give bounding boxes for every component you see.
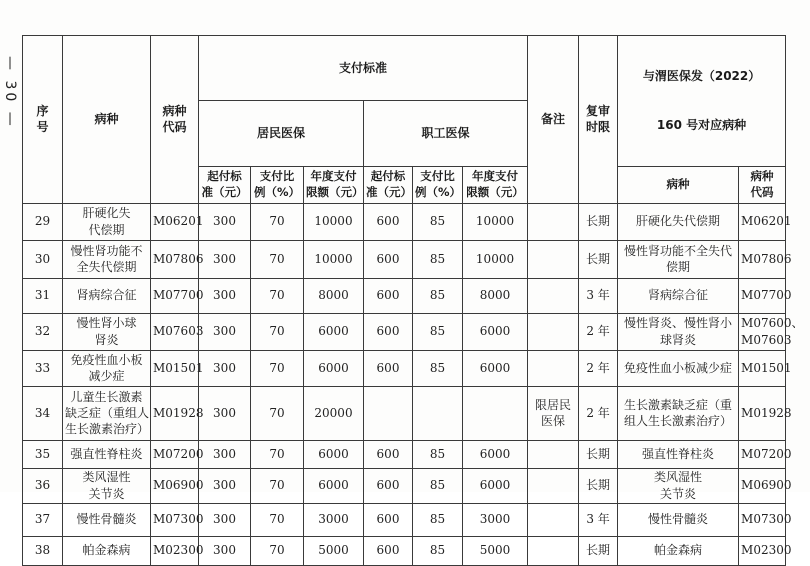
cell-emp-deductible: 600 <box>364 350 413 386</box>
cell-ref-code: M06201 <box>739 203 786 240</box>
header-res-deductible: 起付标 准（元） <box>199 166 251 203</box>
cell-ref-disease: 帕金森病 <box>618 536 739 565</box>
header-emp-ratio: 支付比 例（%） <box>413 166 463 203</box>
cell-ref-code: M07806 <box>739 240 786 278</box>
cell-disease: 慢性骨髓炎 <box>63 503 151 536</box>
cell-remark <box>528 240 579 278</box>
cell-ref-code: M07200 <box>739 440 786 468</box>
cell-ref-code: M07700 <box>739 278 786 313</box>
cell-seq: 33 <box>23 350 63 386</box>
cell-emp-limit: 6000 <box>463 350 528 386</box>
cell-seq: 30 <box>23 240 63 278</box>
cell-disease: 慢性肾小球 肾炎 <box>63 313 151 350</box>
cell-remark <box>528 503 579 536</box>
cell-res-deductible: 300 <box>199 313 251 350</box>
header-ref-group-line2: 160 号对应病种 <box>656 117 747 132</box>
cell-emp-deductible: 600 <box>364 240 413 278</box>
cell-seq: 34 <box>23 386 63 440</box>
cell-remark <box>528 203 579 240</box>
cell-code: M07200 <box>151 440 199 468</box>
cell-emp-deductible: 600 <box>364 278 413 313</box>
header-disease: 病种 <box>63 36 151 204</box>
cell-seq: 29 <box>23 203 63 240</box>
cell-code: M07700 <box>151 278 199 313</box>
cell-ref-disease: 慢性肾功能不全失代 偿期 <box>618 240 739 278</box>
header-res-limit: 年度支付 限额（元） <box>304 166 364 203</box>
header-emp-deductible: 起付标 准（元） <box>364 166 413 203</box>
cell-disease: 帕金森病 <box>63 536 151 565</box>
cell-code: M01928 <box>151 386 199 440</box>
cell-code: M01501 <box>151 350 199 386</box>
cell-code: M06201 <box>151 203 199 240</box>
cell-ref-disease: 慢性骨髓炎 <box>618 503 739 536</box>
header-resident: 居民医保 <box>199 101 364 166</box>
cell-seq: 31 <box>23 278 63 313</box>
cell-disease: 慢性肾功能不 全失代偿期 <box>63 240 151 278</box>
cell-emp-ratio: 85 <box>413 536 463 565</box>
cell-res-ratio: 70 <box>251 536 304 565</box>
cell-review: 3 年 <box>579 278 618 313</box>
cell-review: 长期 <box>579 468 618 503</box>
cell-seq: 37 <box>23 503 63 536</box>
cell-disease: 免疫性血小板 减少症 <box>63 350 151 386</box>
header-payment-standard: 支付标准 <box>199 36 528 101</box>
cell-code: M07300 <box>151 503 199 536</box>
cell-disease: 肾病综合征 <box>63 278 151 313</box>
cell-disease: 儿童生长激素 缺乏症（重组人 生长激素治疗） <box>63 386 151 440</box>
cell-res-limit: 3000 <box>304 503 364 536</box>
page-number: — 30 — <box>2 56 18 129</box>
cell-ref-code: M01501 <box>739 350 786 386</box>
cell-emp-ratio <box>413 386 463 440</box>
header-review: 复审 时限 <box>579 36 618 204</box>
cell-emp-limit: 10000 <box>463 203 528 240</box>
cell-emp-deductible: 600 <box>364 468 413 503</box>
table-row <box>23 440 786 468</box>
cell-emp-ratio: 85 <box>413 313 463 350</box>
cell-code: M02300 <box>151 536 199 565</box>
cell-review: 2 年 <box>579 313 618 350</box>
cell-review: 长期 <box>579 203 618 240</box>
cell-emp-deductible: 600 <box>364 503 413 536</box>
cell-res-ratio: 70 <box>251 503 304 536</box>
cell-res-deductible: 300 <box>199 440 251 468</box>
cell-res-ratio: 70 <box>251 468 304 503</box>
cell-disease: 类风湿性 关节炎 <box>63 468 151 503</box>
cell-res-ratio: 70 <box>251 278 304 313</box>
table-body <box>23 203 804 565</box>
cell-res-ratio: 70 <box>251 313 304 350</box>
cell-res-ratio: 70 <box>251 240 304 278</box>
cell-emp-limit: 8000 <box>463 278 528 313</box>
cell-ref-disease: 生长激素缺乏症（重 组人生长激素治疗） <box>618 386 739 440</box>
table-row <box>23 313 786 350</box>
header-seq: 序 号 <box>23 36 63 204</box>
cell-ref-disease: 慢性肾炎、慢性肾小 球肾炎 <box>618 313 739 350</box>
cell-res-deductible: 300 <box>199 386 251 440</box>
cell-emp-ratio: 85 <box>413 468 463 503</box>
cell-seq: 35 <box>23 440 63 468</box>
cell-review: 2 年 <box>579 350 618 386</box>
cell-res-limit: 6000 <box>304 468 364 503</box>
cell-review: 长期 <box>579 240 618 278</box>
table-row <box>23 203 786 240</box>
cell-res-ratio: 70 <box>251 350 304 386</box>
cell-emp-limit <box>463 386 528 440</box>
cell-code: M06900 <box>151 468 199 503</box>
cell-res-limit: 6000 <box>304 350 364 386</box>
cell-review: 2 年 <box>579 386 618 440</box>
cell-emp-limit: 5000 <box>463 536 528 565</box>
cell-emp-deductible: 600 <box>364 536 413 565</box>
header-ref-group <box>618 36 786 167</box>
cell-res-ratio: 70 <box>251 203 304 240</box>
cell-emp-ratio: 85 <box>413 278 463 313</box>
table-header <box>23 36 786 204</box>
cell-review: 3 年 <box>579 503 618 536</box>
header-remark: 备注 <box>528 36 579 204</box>
cell-ref-code: M07600、 M07603 <box>739 313 786 350</box>
cell-emp-ratio: 85 <box>413 240 463 278</box>
cell-emp-ratio: 85 <box>413 203 463 240</box>
cell-ref-disease: 强直性脊柱炎 <box>618 440 739 468</box>
table-row <box>23 468 786 503</box>
cell-remark: 限居民 医保 <box>528 386 579 440</box>
cell-emp-ratio: 85 <box>413 503 463 536</box>
cell-ref-code: M01928 <box>739 386 786 440</box>
cell-ref-code: M07300 <box>739 503 786 536</box>
cell-res-ratio: 70 <box>251 386 304 440</box>
cell-seq: 36 <box>23 468 63 503</box>
cell-res-deductible: 300 <box>199 278 251 313</box>
header-ref-disease: 病种 <box>618 166 739 203</box>
header-ref-group-line1: 与渭医保发（2022） <box>642 69 761 84</box>
cell-disease: 肝硬化失 代偿期 <box>63 203 151 240</box>
cell-code: M07806 <box>151 240 199 278</box>
cell-emp-limit: 10000 <box>463 240 528 278</box>
cell-emp-ratio: 85 <box>413 440 463 468</box>
cell-disease: 强直性脊柱炎 <box>63 440 151 468</box>
header-ref-code: 病种 代码 <box>739 166 786 203</box>
cell-res-deductible: 300 <box>199 503 251 536</box>
cell-ref-disease: 肾病综合征 <box>618 278 739 313</box>
cell-emp-deductible: 600 <box>364 313 413 350</box>
cell-ref-code: M02300 <box>739 536 786 565</box>
cell-emp-limit: 6000 <box>463 468 528 503</box>
cell-res-ratio: 70 <box>251 440 304 468</box>
cell-remark <box>528 313 579 350</box>
cell-res-limit: 8000 <box>304 278 364 313</box>
header-employee: 职工医保 <box>364 101 528 166</box>
cell-emp-deductible: 600 <box>364 203 413 240</box>
table-row <box>23 536 786 565</box>
cell-res-limit: 20000 <box>304 386 364 440</box>
cell-review: 长期 <box>579 440 618 468</box>
cell-code: M07603 <box>151 313 199 350</box>
cell-res-limit: 10000 <box>304 240 364 278</box>
cell-remark <box>528 468 579 503</box>
cell-res-deductible: 300 <box>199 240 251 278</box>
cell-res-deductible: 300 <box>199 203 251 240</box>
header-res-ratio: 支付比 例（%） <box>251 166 304 203</box>
cell-review: 长期 <box>579 536 618 565</box>
table-row <box>23 386 786 440</box>
cell-remark <box>528 536 579 565</box>
cell-res-deductible: 300 <box>199 350 251 386</box>
cell-seq: 38 <box>23 536 63 565</box>
cell-res-limit: 10000 <box>304 203 364 240</box>
cell-ref-disease: 类风湿性 关节炎 <box>618 468 739 503</box>
cell-res-limit: 5000 <box>304 536 364 565</box>
cell-remark <box>528 440 579 468</box>
cell-ref-disease: 免疫性血小板减少症 <box>618 350 739 386</box>
cell-emp-deductible: 600 <box>364 440 413 468</box>
cell-ref-disease: 肝硬化失代偿期 <box>618 203 739 240</box>
cell-emp-limit: 6000 <box>463 440 528 468</box>
cell-res-deductible: 300 <box>199 468 251 503</box>
cell-seq: 32 <box>23 313 63 350</box>
header-code: 病种 代码 <box>151 36 199 204</box>
cell-remark <box>528 350 579 386</box>
cell-res-limit: 6000 <box>304 313 364 350</box>
cell-res-limit: 6000 <box>304 440 364 468</box>
cell-res-deductible: 300 <box>199 536 251 565</box>
cell-emp-deductible <box>364 386 413 440</box>
disease-payment-table <box>22 35 804 566</box>
cell-emp-limit: 3000 <box>463 503 528 536</box>
table-row <box>23 350 786 386</box>
cell-remark <box>528 278 579 313</box>
cell-emp-ratio: 85 <box>413 350 463 386</box>
table-row <box>23 240 786 278</box>
table-row <box>23 278 786 313</box>
header-emp-limit: 年度支付 限额（元） <box>463 166 528 203</box>
cell-emp-limit: 6000 <box>463 313 528 350</box>
cell-ref-code: M06900 <box>739 468 786 503</box>
table-row <box>23 503 786 536</box>
